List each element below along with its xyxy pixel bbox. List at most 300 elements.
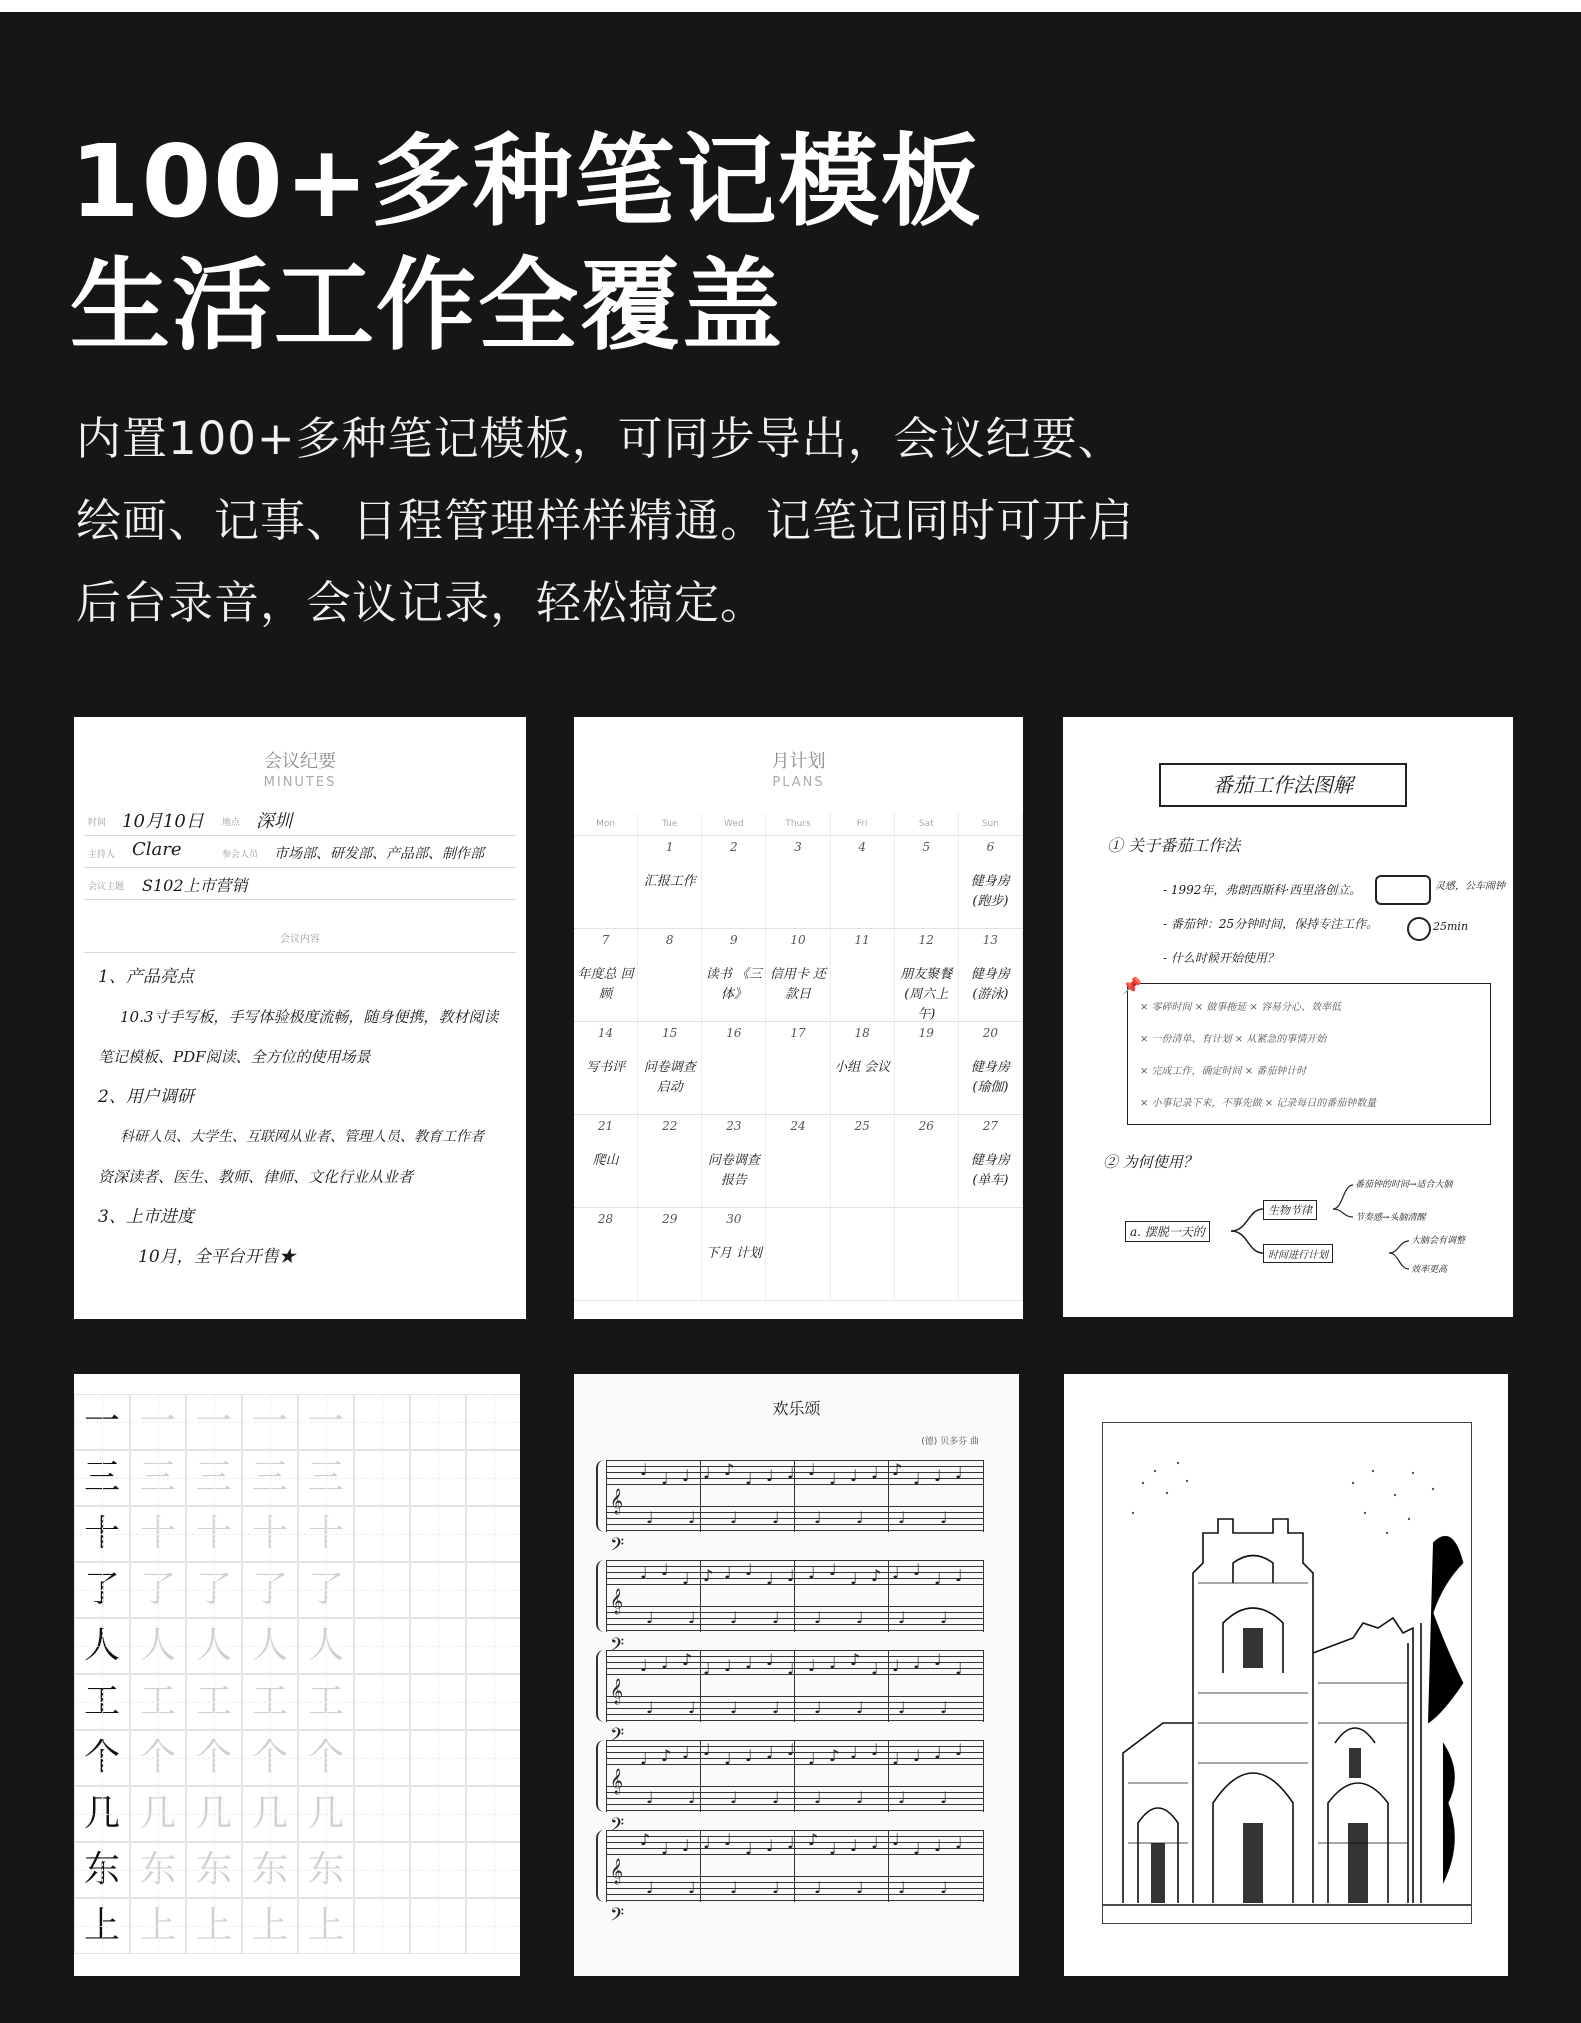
music-barline xyxy=(606,1460,607,1532)
calendar-day-cell xyxy=(831,836,895,928)
music-note: ♩ xyxy=(688,1508,696,1527)
music-note: ♩ xyxy=(808,1656,816,1675)
checklist-line: × 零碎时间 × 做事拖延 × 容易分心、效率低 xyxy=(1140,1002,1342,1013)
calendar-weeks xyxy=(574,836,1023,1301)
music-note: ♩ xyxy=(871,1463,879,1482)
music-note: ♩ xyxy=(871,1740,879,1759)
music-barline xyxy=(700,1650,701,1722)
music-note: ♩ xyxy=(661,1469,669,1488)
hero-title xyxy=(70,120,983,368)
calendar-day-cell xyxy=(702,1115,766,1207)
tomato-title-box xyxy=(1159,763,1407,807)
tomato-side-note: 灵感，公车闹钟 xyxy=(1435,881,1505,892)
calendar-day-number: 13 xyxy=(982,933,999,947)
music-note: ♪ xyxy=(808,1830,819,1849)
music-note: ♩ xyxy=(934,1743,942,1762)
music-note: ♩ xyxy=(871,1833,879,1852)
calendar-day-note: 年度总 回顾 xyxy=(577,967,634,1002)
music-note: ♩ xyxy=(913,1653,921,1672)
weekday-label: Thurs xyxy=(766,813,830,835)
copybook-row xyxy=(74,1898,520,1954)
bass-clef-icon: 𝄢 xyxy=(610,1815,625,1840)
music-barline xyxy=(606,1830,607,1902)
calendar-day-number: 2 xyxy=(730,840,738,854)
copybook-trace-char: 工 xyxy=(186,1674,242,1730)
music-note: ♩ xyxy=(787,1463,795,1482)
minutes-line: 10.3寸手写板，手写体验极度流畅，随身便携，教材阅读 xyxy=(120,1008,499,1026)
copybook-trace-char: 上 xyxy=(298,1898,354,1954)
calendar-day-cell xyxy=(574,1022,638,1114)
copybook-model-char: 了 xyxy=(74,1562,130,1618)
music-note: ♩ xyxy=(646,1788,654,1807)
calendar-day-cell xyxy=(959,929,1023,1021)
copybook-trace-char: 十 xyxy=(298,1506,354,1562)
music-system xyxy=(606,1460,984,1560)
calendar-week xyxy=(574,1115,1023,1208)
copybook-trace-char: 上 xyxy=(186,1898,242,1954)
calendar-day-number: 17 xyxy=(790,1026,806,1040)
copybook-trace-char: 东 xyxy=(130,1842,186,1898)
copybook-trace-char: 几 xyxy=(130,1786,186,1842)
copybook-empty-cell xyxy=(410,1562,466,1618)
music-note: ♩ xyxy=(646,1878,654,1897)
copybook-trace-char: 十 xyxy=(242,1506,298,1562)
music-barline xyxy=(606,1560,607,1632)
music-barline xyxy=(888,1650,889,1722)
calendar-day-cell xyxy=(831,1208,895,1300)
treble-clef-icon: 𝄞 xyxy=(610,1859,624,1884)
music-note: ♩ xyxy=(730,1608,738,1627)
minutes-line: 科研人员、大学生、互联网从业者、管理人员、教育工作者 xyxy=(120,1129,484,1145)
music-note: ♩ xyxy=(682,1466,690,1485)
copybook-row xyxy=(74,1618,520,1674)
copybook-trace-char: 个 xyxy=(130,1730,186,1786)
calendar-day-cell xyxy=(574,1115,638,1207)
music-note: ♩ xyxy=(730,1508,738,1527)
value-theme: S102上市营销 xyxy=(142,876,248,895)
music-note: ♩ xyxy=(940,1698,948,1717)
calendar-day-number: 22 xyxy=(662,1119,678,1133)
minutes-content-label: 会议内容 xyxy=(84,930,516,953)
calendar-day-cell xyxy=(702,1022,766,1114)
copybook-trace-char: 人 xyxy=(186,1618,242,1674)
template-card-sketch xyxy=(1064,1374,1508,1976)
calendar-day-cell xyxy=(638,1022,702,1114)
calendar-day-cell xyxy=(574,836,638,928)
music-staff xyxy=(606,1876,984,1930)
copybook-trace-char: 三 xyxy=(186,1450,242,1506)
calendar-day-number: 27 xyxy=(982,1119,999,1133)
music-note: ♩ xyxy=(955,1833,963,1852)
music-note: ♩ xyxy=(856,1508,864,1527)
music-brace xyxy=(596,1560,604,1632)
music-composer: (德) 贝多芬 曲 xyxy=(921,1437,979,1447)
music-note: ♩ xyxy=(814,1788,822,1807)
copybook-empty-cell xyxy=(410,1394,466,1450)
copybook-empty-cell xyxy=(466,1786,520,1842)
copybook-trace-char: 十 xyxy=(186,1506,242,1562)
copybook-row xyxy=(74,1394,520,1450)
music-barline xyxy=(888,1460,889,1532)
music-title: 欢乐颂 xyxy=(772,1399,821,1418)
music-note: ♩ xyxy=(829,1469,837,1488)
copybook-trace-char: 一 xyxy=(298,1394,354,1450)
copybook-trace-char: 了 xyxy=(242,1562,298,1618)
calendar-day-number: 30 xyxy=(726,1212,742,1226)
copybook-trace-char: 东 xyxy=(298,1842,354,1898)
music-note: ♩ xyxy=(892,1656,900,1675)
mindmap-leaf: 节奏感→头脑清醒 xyxy=(1355,1213,1426,1223)
copybook-trace-char: 一 xyxy=(242,1394,298,1450)
weekday-label: Sun xyxy=(959,813,1023,835)
calendar-day-number: 6 xyxy=(986,840,995,854)
template-card-minutes xyxy=(74,717,526,1319)
music-note: ♩ xyxy=(892,1830,900,1849)
copybook-trace-char: 几 xyxy=(186,1786,242,1842)
calendar-week xyxy=(574,836,1023,929)
tomato-side-note: 25min xyxy=(1433,920,1469,933)
calendar-day-cell xyxy=(831,1022,895,1114)
music-note: ♩ xyxy=(682,1836,690,1855)
music-note: ♩ xyxy=(898,1508,906,1527)
copybook-trace-char: 个 xyxy=(242,1730,298,1786)
music-barline xyxy=(983,1560,984,1632)
copybook-row xyxy=(74,1450,520,1506)
calendar-day-cell xyxy=(895,1208,959,1300)
calendar-day-cell xyxy=(766,1208,830,1300)
music-barline xyxy=(983,1830,984,1902)
music-note: ♩ xyxy=(955,1463,963,1482)
treble-clef-icon: 𝄞 xyxy=(610,1679,624,1704)
music-system xyxy=(606,1830,984,1930)
music-barline xyxy=(888,1830,889,1902)
copybook-empty-cell xyxy=(354,1898,410,1954)
copybook-empty-cell xyxy=(354,1730,410,1786)
copybook-trace-char: 人 xyxy=(298,1618,354,1674)
calendar-day-note: 爬山 xyxy=(592,1153,619,1168)
music-system xyxy=(606,1560,984,1660)
bass-clef-icon: 𝄢 xyxy=(610,1905,625,1930)
copybook-empty-cell xyxy=(354,1842,410,1898)
calendar-day-number: 18 xyxy=(854,1026,870,1040)
copybook-empty-cell xyxy=(410,1786,466,1842)
music-note: ♩ xyxy=(898,1878,906,1897)
copybook-empty-cell xyxy=(466,1730,520,1786)
music-note: ♩ xyxy=(898,1698,906,1717)
music-note: ♩ xyxy=(766,1743,774,1762)
music-staff xyxy=(606,1606,984,1660)
music-note: ♩ xyxy=(814,1508,822,1527)
music-note: ♩ xyxy=(745,1469,753,1488)
music-note: ♩ xyxy=(955,1740,963,1759)
music-note: ♩ xyxy=(892,1749,900,1768)
weekday-label: Tue xyxy=(638,813,702,835)
music-barline xyxy=(700,1740,701,1812)
calendar-day-number: 3 xyxy=(794,840,802,854)
copybook-trace-char: 一 xyxy=(130,1394,186,1450)
music-note: ♩ xyxy=(934,1836,942,1855)
music-brace xyxy=(596,1740,604,1812)
copybook-empty-cell xyxy=(466,1562,520,1618)
calendar-day-cell xyxy=(574,929,638,1021)
copybook-trace-char: 东 xyxy=(186,1842,242,1898)
music-note: ♩ xyxy=(850,1466,858,1485)
copybook-trace-char: 十 xyxy=(130,1506,186,1562)
music-brace xyxy=(596,1830,604,1902)
minutes-line: 笔记模板、PDF阅读、全方位的使用场景 xyxy=(98,1048,371,1066)
copybook-model-char: 个 xyxy=(74,1730,130,1786)
copybook-row xyxy=(74,1730,520,1786)
music-note: ♩ xyxy=(850,1836,858,1855)
minutes-line: 10月，全平台开售★ xyxy=(138,1247,296,1267)
calendar-day-number: 9 xyxy=(730,933,738,947)
music-note: ♩ xyxy=(682,1743,690,1762)
calendar-day-cell xyxy=(702,1208,766,1300)
calendar-day-cell xyxy=(638,929,702,1021)
copybook-trace-char: 了 xyxy=(130,1562,186,1618)
clock-icon xyxy=(1407,917,1431,941)
music-note: ♩ xyxy=(661,1839,669,1858)
calendar-week xyxy=(574,929,1023,1022)
music-staff xyxy=(606,1786,984,1840)
calendar-day-note: 下月 计划 xyxy=(705,1246,762,1261)
weekday-label: Wed xyxy=(702,813,766,835)
music-note: ♩ xyxy=(850,1743,858,1762)
music-barline xyxy=(606,1650,607,1722)
calendar-day-cell xyxy=(959,1022,1023,1114)
copybook-trace-char: 了 xyxy=(186,1562,242,1618)
tomato-checklist-box xyxy=(1122,976,1491,1125)
calendar-day-number: 4 xyxy=(858,840,866,854)
calendar-day-note: 健身房 (跑步) xyxy=(970,874,1010,909)
music-note: ♩ xyxy=(724,1656,732,1675)
copybook-empty-cell xyxy=(466,1842,520,1898)
copybook-trace-char: 工 xyxy=(298,1674,354,1730)
music-system xyxy=(606,1740,984,1840)
tomato-section2: ② 为何使用？ xyxy=(1103,1153,1198,1171)
calendar-day-number: 15 xyxy=(662,1026,678,1040)
music-note: ♩ xyxy=(661,1560,669,1579)
top-strip xyxy=(0,0,1581,12)
music-note: ♩ xyxy=(814,1698,822,1717)
music-note: ♩ xyxy=(688,1698,696,1717)
calendar-day-number: 19 xyxy=(918,1026,934,1040)
music-note: ♪ xyxy=(724,1460,735,1479)
tomato-section1: ① 关于番茄工作法 xyxy=(1107,836,1241,855)
music-barline xyxy=(888,1560,889,1632)
label-theme: 会议主题 xyxy=(88,882,125,892)
weekday-label: Sat xyxy=(895,813,959,835)
music-note: ♩ xyxy=(703,1659,711,1678)
label-time: 时间 xyxy=(88,818,107,828)
mindmap-leaf: 效率更高 xyxy=(1411,1265,1448,1275)
copybook-empty-cell xyxy=(410,1450,466,1506)
music-note: ♩ xyxy=(913,1469,921,1488)
music-note: ♪ xyxy=(892,1460,903,1479)
label-attendees: 参会人员 xyxy=(222,850,259,860)
music-note: ♩ xyxy=(856,1698,864,1717)
copybook-empty-cell xyxy=(410,1674,466,1730)
minutes-line: 1、产品亮点 xyxy=(98,967,194,987)
music-note: ♩ xyxy=(940,1608,948,1627)
checklist-line: × 小事记录下来，不事先做 × 记录每日的番茄钟数量 xyxy=(1140,1098,1377,1109)
copybook-empty-cell xyxy=(354,1618,410,1674)
music-note: ♩ xyxy=(766,1569,774,1588)
music-note: ♩ xyxy=(640,1563,648,1582)
music-note: ♩ xyxy=(772,1698,780,1717)
music-note: ♩ xyxy=(955,1659,963,1678)
copybook-model-char: 三 xyxy=(74,1450,130,1506)
copybook-trace-char: 人 xyxy=(242,1618,298,1674)
music-barline xyxy=(700,1830,701,1902)
copybook-empty-cell xyxy=(354,1786,410,1842)
copybook-trace-char: 了 xyxy=(298,1562,354,1618)
calendar-day-note: 信用卡 还款日 xyxy=(769,967,827,1002)
copybook-model-char: 人 xyxy=(74,1618,130,1674)
copybook-trace-char: 三 xyxy=(130,1450,186,1506)
copybook-trace-char: 东 xyxy=(242,1842,298,1898)
music-barline xyxy=(606,1740,607,1812)
calendar-day-cell xyxy=(831,929,895,1021)
mindmap-branch: 时间进行计划 xyxy=(1263,1244,1333,1263)
music-note: ♩ xyxy=(640,1749,648,1768)
music-note: ♪ xyxy=(682,1650,693,1669)
music-note: ♩ xyxy=(724,1830,732,1849)
tomato-title: 番茄工作法图解 xyxy=(1213,773,1353,797)
music-note: ♩ xyxy=(772,1608,780,1627)
calendar-day-cell xyxy=(766,929,830,1021)
calendar-day-note: 写书评 xyxy=(586,1060,626,1075)
calendar-day-number: 7 xyxy=(601,933,610,947)
calendar-day-cell xyxy=(638,1208,702,1300)
music-note: ♪ xyxy=(640,1830,651,1849)
copybook-row xyxy=(74,1506,520,1562)
copybook-empty-cell xyxy=(466,1394,520,1450)
minutes-row-theme xyxy=(84,867,516,900)
minutes-body xyxy=(98,957,498,1277)
music-note: ♩ xyxy=(745,1746,753,1765)
music-note: ♩ xyxy=(934,1650,942,1669)
calendar-day-number: 14 xyxy=(597,1026,614,1040)
calendar-week xyxy=(574,1208,1023,1301)
calendar-day-number: 20 xyxy=(982,1026,999,1040)
minutes-line: 2、用户调研 xyxy=(98,1087,194,1107)
copybook-empty-cell xyxy=(466,1450,520,1506)
template-card-plans xyxy=(574,717,1023,1319)
music-note: ♩ xyxy=(913,1839,921,1858)
calendar-day-number: 26 xyxy=(918,1119,934,1133)
copybook-trace-char: 个 xyxy=(298,1730,354,1786)
music-note: ♪ xyxy=(661,1746,672,1765)
copybook-empty-cell xyxy=(410,1506,466,1562)
copybook-empty-cell xyxy=(354,1506,410,1562)
calendar-weekdays xyxy=(574,813,1023,836)
music-barline xyxy=(983,1460,984,1532)
mindmap-leaf: 番茄钟的时间→适合大脑 xyxy=(1355,1180,1453,1190)
weekday-label: Fri xyxy=(831,813,895,835)
calendar-day-note: 健身房 (游泳) xyxy=(970,967,1010,1002)
music-brace xyxy=(596,1650,604,1722)
label-host: 主持人 xyxy=(88,850,116,860)
music-note: ♩ xyxy=(772,1508,780,1527)
copybook-row xyxy=(74,1674,520,1730)
music-note: ♩ xyxy=(898,1788,906,1807)
minutes-row-host xyxy=(84,835,516,868)
value-place: 深圳 xyxy=(256,811,292,832)
copybook-trace-char: 几 xyxy=(298,1786,354,1842)
copybook-empty-cell xyxy=(410,1842,466,1898)
calendar-day-number: 16 xyxy=(726,1026,742,1040)
music-note: ♩ xyxy=(871,1659,879,1678)
music-staff xyxy=(606,1506,984,1560)
music-note: ♩ xyxy=(934,1466,942,1485)
tomato-bullet: - 什么时候开始使用？ xyxy=(1163,951,1279,965)
calendar-day-cell xyxy=(959,1115,1023,1207)
value-time: 10月10日 xyxy=(122,811,204,832)
music-note: ♩ xyxy=(766,1650,774,1669)
music-note: ♩ xyxy=(703,1833,711,1852)
music-note: ♩ xyxy=(829,1653,837,1672)
tomato-bullet: - 1992年，弗朗西斯科·西里洛创立。 xyxy=(1163,883,1362,897)
music-barline xyxy=(983,1650,984,1722)
calendar-day-number: 23 xyxy=(726,1119,742,1133)
treble-clef-icon: 𝄞 xyxy=(610,1589,624,1614)
pin-icon: 📌 xyxy=(1122,976,1142,995)
bus-icon xyxy=(1375,875,1431,905)
calendar-day-note: 小组 会议 xyxy=(834,1060,891,1075)
calendar-day-cell xyxy=(959,836,1023,928)
music-barline xyxy=(700,1460,701,1532)
music-note: ♩ xyxy=(940,1508,948,1527)
music-note: ♩ xyxy=(892,1563,900,1582)
music-barline xyxy=(983,1740,984,1812)
copybook-trace-char: 工 xyxy=(130,1674,186,1730)
music-note: ♩ xyxy=(766,1836,774,1855)
treble-clef-icon: 𝄞 xyxy=(610,1489,624,1514)
music-note: ♩ xyxy=(703,1740,711,1759)
hero-title-line2: 生活工作全覆盖 xyxy=(70,247,784,364)
calendar-day-number: 1 xyxy=(665,840,674,854)
copybook-empty-cell xyxy=(410,1730,466,1786)
calendar-day-cell xyxy=(895,929,959,1021)
calendar-day-cell xyxy=(766,836,830,928)
music-note: ♩ xyxy=(745,1560,753,1579)
music-note: ♩ xyxy=(772,1878,780,1897)
calendar-day-cell xyxy=(638,1115,702,1207)
calendar-day-cell xyxy=(766,1115,830,1207)
bass-clef-icon: 𝄢 xyxy=(610,1535,625,1560)
music-barline xyxy=(888,1740,889,1812)
hero-description: 内置100+多种笔记模板，可同步导出，会议纪要、绘画、记事、日程管理样样精通。记笔记同时可开启后台录音，会议记录，轻松搞定。 xyxy=(76,412,1135,629)
calendar-day-cell xyxy=(831,1115,895,1207)
music-note: ♩ xyxy=(808,1460,816,1479)
music-note: ♩ xyxy=(898,1608,906,1627)
value-attendees: 市场部、研发部、产品部、制作部 xyxy=(274,846,484,862)
music-note: ♩ xyxy=(640,1656,648,1675)
hero-title-line1: 100+多种笔记模板 xyxy=(70,123,983,240)
copybook-empty-cell xyxy=(354,1394,410,1450)
treble-clef-icon: 𝄞 xyxy=(610,1769,624,1794)
calendar-day-note: 汇报工作 xyxy=(643,874,696,889)
bass-clef-icon: 𝄢 xyxy=(610,1725,625,1750)
music-note: ♩ xyxy=(730,1698,738,1717)
calendar-day-cell xyxy=(702,836,766,928)
calendar-day-note: 问卷调查 报告 xyxy=(707,1153,760,1188)
music-note: ♩ xyxy=(688,1878,696,1897)
copybook-empty-cell xyxy=(466,1898,520,1954)
label-place: 地点 xyxy=(222,818,241,828)
music-note: ♩ xyxy=(745,1839,753,1858)
